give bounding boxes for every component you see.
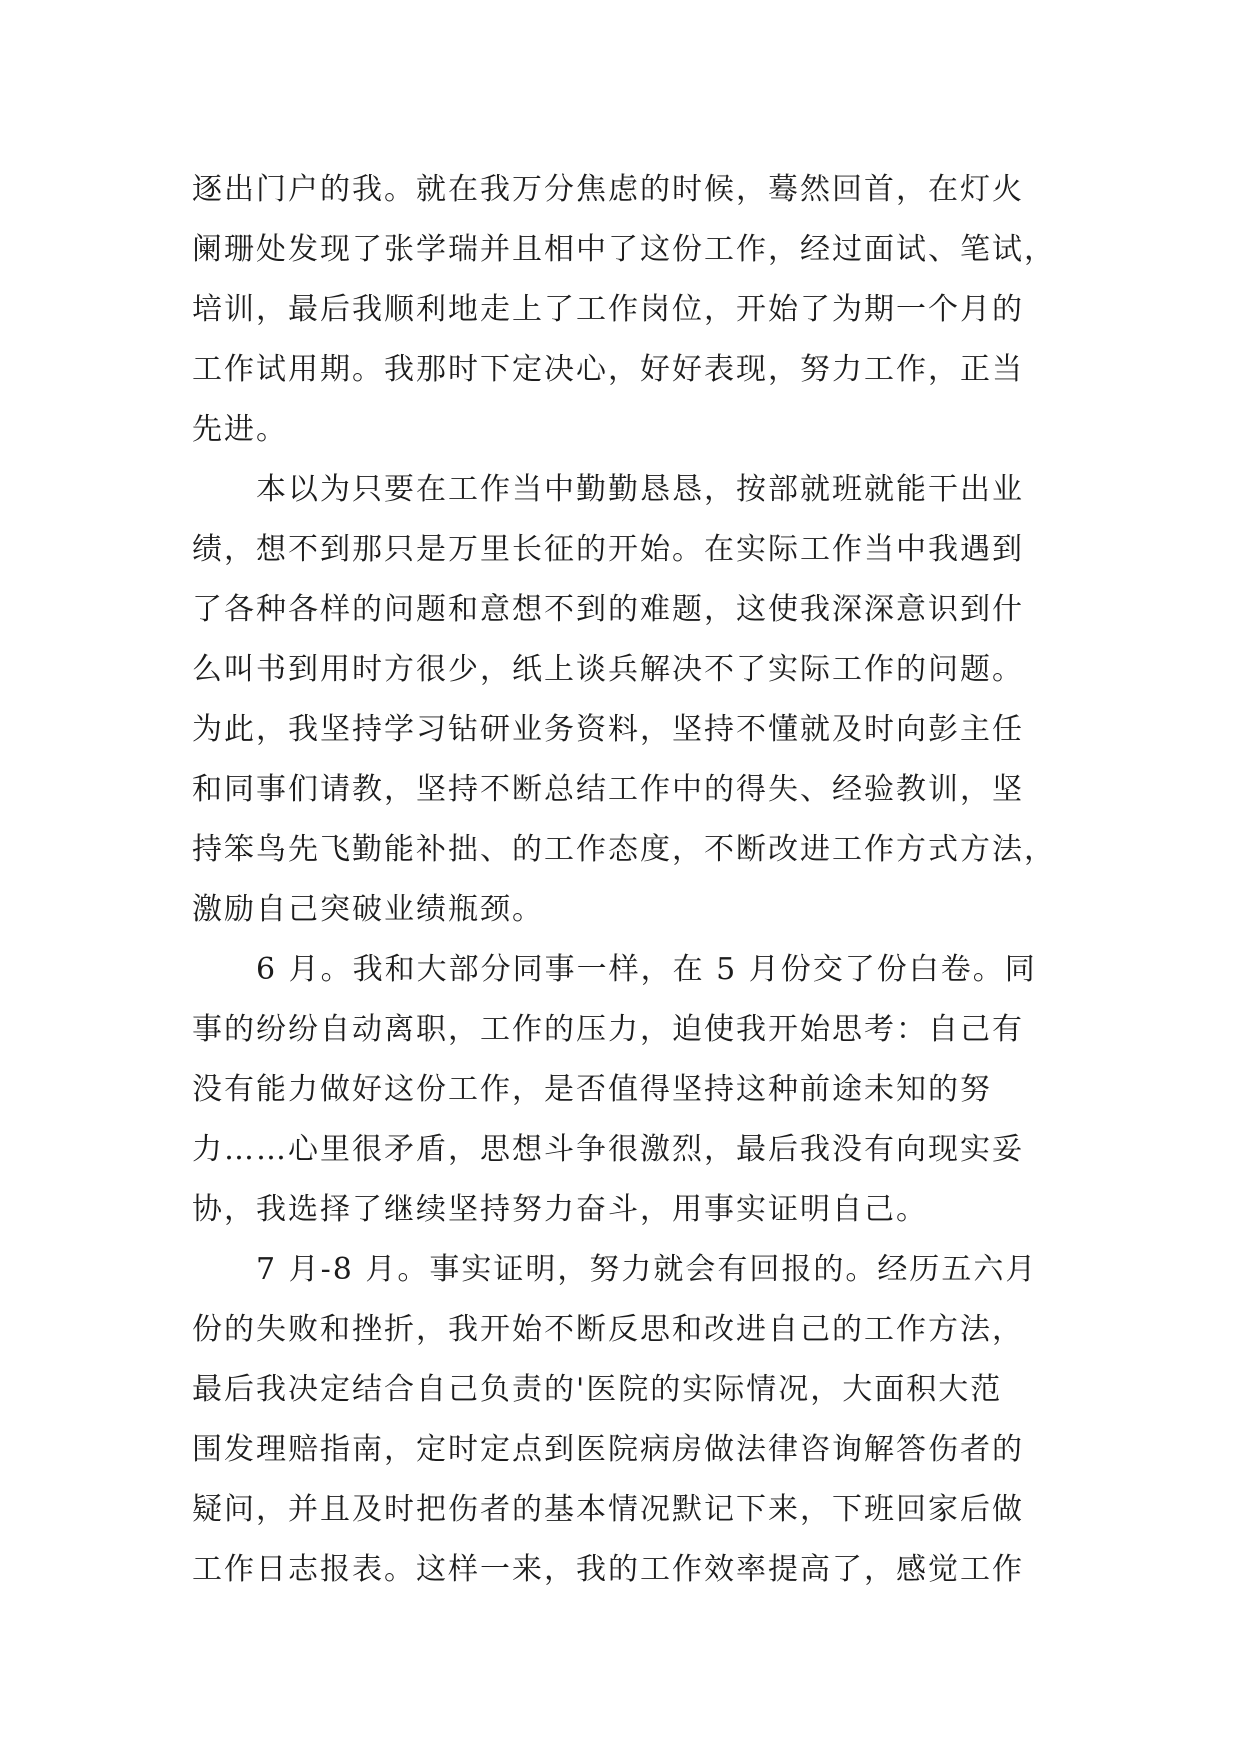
paragraph-3 [192,940,1048,1240]
text-line: 为此，我坚持学习钻研业务资料，坚持不懂就及时向彭主任 [192,712,1024,747]
text-line: 7 月-8 月。事实证明，努力就会有回报的。经历五六月 [256,1252,1038,1287]
text-line: 协，我选择了继续坚持努力奋斗，用事实证明自己。 [192,1192,928,1227]
text-line: 疑问，并且及时把伤者的基本情况默记下来，下班回家后做 [192,1492,1024,1527]
text-line: 事的纷纷自动离职，工作的压力，迫使我开始思考：自己有 [192,1012,1024,1047]
text-line: 持笨鸟先飞勤能补拙、的工作态度，不断改进工作方式方法， [192,832,1056,867]
text-line: 了各种各样的问题和意想不到的难题，这使我深深意识到什 [192,592,1024,627]
text-line: 逐出门户的我。就在我万分焦虑的时候，蓦然回首，在灯火 [192,172,1024,207]
text-line: 么叫书到用时方很少，纸上谈兵解决不了实际工作的问题。 [192,652,1024,687]
text-line: 最后我决定结合自己负责的'医院的实际情况，大面积大范 [192,1372,1003,1407]
text-line: 绩，想不到那只是万里长征的开始。在实际工作当中我遇到 [192,532,1024,567]
text-line: 先进。 [192,412,288,447]
text-line: 工作试用期。我那时下定决心，好好表现，努力工作，正当 [192,352,1024,387]
text-line: 份的失败和挫折，我开始不断反思和改进自己的工作方法， [192,1312,1024,1347]
text-line: 6 月。我和大部分同事一样，在 5 月份交了份白卷。同 [256,952,1037,987]
text-line: 本以为只要在工作当中勤勤恳恳，按部就班就能干出业 [256,472,1024,507]
text-line: 工作日志报表。这样一来，我的工作效率提高了，感觉工作 [192,1552,1024,1587]
text-line: 激励自己突破业绩瓶颈。 [192,892,544,927]
text-line: 力……心里很矛盾，思想斗争很激烈，最后我没有向现实妥 [192,1132,1024,1167]
text-line: 阑珊处发现了张学瑞并且相中了这份工作，经过面试、笔试， [192,232,1056,267]
paragraph-4 [192,1240,1048,1600]
text-line: 培训，最后我顺利地走上了工作岗位，开始了为期一个月的 [192,292,1024,327]
text-line: 没有能力做好这份工作，是否值得坚持这种前途未知的努 [192,1072,992,1107]
paragraph-2 [192,460,1056,940]
body-text [192,160,1056,1600]
paragraph-1 [192,160,1056,460]
text-line: 围发理赔指南，定时定点到医院病房做法律咨询解答伤者的 [192,1432,1024,1467]
text-line: 和同事们请教，坚持不断总结工作中的得失、经验教训，坚 [192,772,1024,807]
